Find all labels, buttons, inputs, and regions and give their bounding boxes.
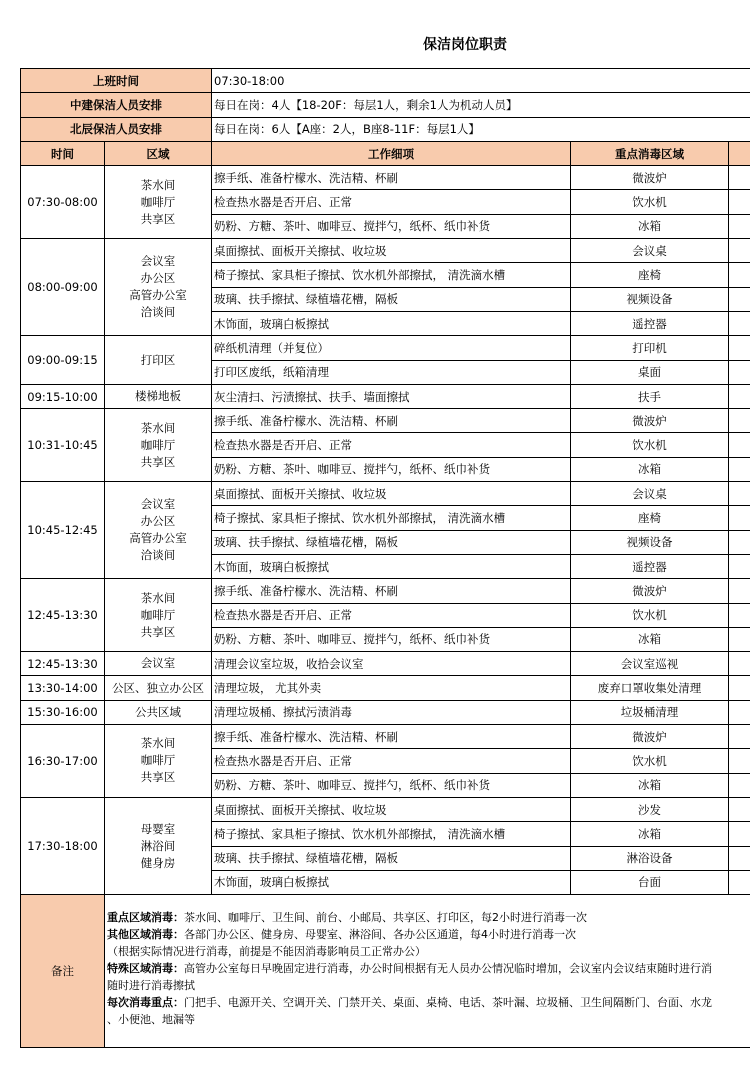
- disinfect-cell: 视频设备: [571, 530, 729, 554]
- schedule-row: [21, 579, 750, 603]
- extra-cell: [729, 627, 750, 651]
- area-cell: [105, 652, 212, 676]
- note-heading: 其他区域消毒：: [107, 928, 184, 942]
- task-cell: 擦手纸、准备柠檬水、洗洁精、杯刷: [212, 409, 571, 433]
- area-name: 会议室: [140, 254, 176, 269]
- disinfect-cell: 台面: [571, 870, 729, 894]
- area-name: 高管办公室: [129, 288, 187, 303]
- note-text: 门把手、电源开关、空调开关、门禁开关、桌面、桌椅、电话、茶叶漏、垃圾桶、卫生间隔断门、台面、水龙: [184, 996, 712, 1010]
- area-name: 共享区: [140, 454, 176, 469]
- column-header-row: [21, 141, 750, 165]
- schedule-row: [21, 409, 750, 433]
- time-cell: 13:30-14:00: [21, 676, 105, 700]
- task-cell: 灰尘清扫、污渍擦拭、扶手、墙面擦拭: [212, 384, 571, 408]
- time-cell: 16:30-17:00: [21, 725, 105, 798]
- extra-cell: [729, 263, 750, 287]
- schedule-row: [21, 700, 750, 724]
- task-cell: 椅子擦拭、家具柜子擦拭、饮水机外部擦拭， 清洗滴水槽: [212, 263, 571, 287]
- area-name: 茶水间: [140, 736, 176, 751]
- task-cell: 奶粉、方糖、茶叶、咖啡豆、搅拌勺，纸杯、纸巾补货: [212, 773, 571, 797]
- extra-cell: [729, 287, 750, 311]
- extra-cell: [729, 579, 750, 603]
- header-disinfect: 重点消毒区域: [571, 141, 729, 165]
- disinfect-cell: 微波炉: [571, 166, 729, 190]
- note-line: [107, 977, 750, 994]
- extra-cell: [729, 822, 750, 846]
- disinfect-cell: 桌面: [571, 360, 729, 384]
- disinfect-cell: 冰箱: [571, 773, 729, 797]
- disinfect-cell: 废弃口罩收集处清理: [571, 676, 729, 700]
- note-line: [107, 960, 750, 977]
- area-name: 楼梯地板: [135, 389, 181, 403]
- extra-cell: [729, 214, 750, 238]
- area-name: 茶水间: [140, 420, 176, 435]
- area-name: 会议室: [140, 656, 176, 671]
- area-cell: [105, 797, 212, 894]
- extra-cell: [729, 190, 750, 214]
- disinfect-cell: 遥控器: [571, 311, 729, 335]
- schedule-row: [21, 166, 750, 190]
- note-text: 各部门办公区、健身房、母婴室、淋浴间、各办公区通道，每4小时进行消毒一次: [184, 928, 576, 942]
- extra-cell: [729, 433, 750, 457]
- task-cell: 清理垃圾桶、擦拭污渍消毒: [212, 700, 571, 724]
- schedule-row: [21, 336, 750, 360]
- notes-content: [105, 895, 750, 1048]
- schedule-row: [21, 797, 750, 821]
- task-cell: 木饰面，玻璃白板擦拭: [212, 311, 571, 335]
- area-cell: [105, 166, 212, 239]
- area-name: 打印区: [140, 352, 176, 367]
- task-cell: 打印区废纸，纸箱清理: [212, 360, 571, 384]
- schedule-row: [21, 652, 750, 676]
- task-cell: 擦手纸、准备柠檬水、洗洁精、杯刷: [212, 725, 571, 749]
- info-value: 07:30-18:00: [212, 69, 750, 93]
- extra-cell: [729, 457, 750, 481]
- area-cell: [105, 676, 212, 700]
- task-cell: 桌面擦拭、面板开关擦拭、收垃圾: [212, 482, 571, 506]
- task-cell: 擦手纸、准备柠檬水、洗洁精、杯刷: [212, 166, 571, 190]
- extra-cell: [729, 166, 750, 190]
- note-line: [107, 909, 750, 926]
- info-value: 每日在岗：6人【A座：2人，B座8-11F：每层1人】: [212, 117, 750, 141]
- time-cell: 07:30-08:00: [21, 166, 105, 239]
- area-name: 共享区: [140, 624, 176, 639]
- time-cell: 15:30-16:00: [21, 700, 105, 724]
- disinfect-cell: 会议室巡视: [571, 652, 729, 676]
- area-name: 洽谈间: [140, 548, 176, 563]
- task-cell: 清理垃圾， 尤其外卖: [212, 676, 571, 700]
- note-line: [107, 926, 750, 943]
- note-line: [107, 1011, 750, 1028]
- time-cell: 08:00-09:00: [21, 239, 105, 336]
- extra-cell: [729, 311, 750, 335]
- disinfect-cell: 冰箱: [571, 822, 729, 846]
- task-cell: 玻璃、扶手擦拭、绿植墙花槽，隔板: [212, 287, 571, 311]
- extra-cell: [729, 384, 750, 408]
- time-cell: 09:15-10:00: [21, 384, 105, 408]
- disinfect-cell: 淋浴设备: [571, 846, 729, 870]
- info-row-hours: [21, 69, 750, 93]
- extra-cell: [729, 870, 750, 894]
- disinfect-cell: 冰箱: [571, 457, 729, 481]
- area-name: 共享区: [140, 770, 176, 785]
- area-name: 健身房: [140, 855, 176, 870]
- area-cell: [105, 725, 212, 798]
- task-cell: 检查热水器是否开启、正常: [212, 603, 571, 627]
- extra-cell: [729, 554, 750, 578]
- schedule-row: [21, 482, 750, 506]
- task-cell: 桌面擦拭、面板开关擦拭、收垃圾: [212, 797, 571, 821]
- area-name: 洽谈间: [140, 305, 176, 320]
- extra-cell: [729, 773, 750, 797]
- task-cell: 清理会议室垃圾，收拾会议室: [212, 652, 571, 676]
- task-cell: 奶粉、方糖、茶叶、咖啡豆、搅拌勺，纸杯、纸巾补货: [212, 457, 571, 481]
- extra-cell: [729, 652, 750, 676]
- page-title: 保洁岗位职责: [423, 37, 507, 53]
- header-time: 时间: [21, 141, 105, 165]
- extra-cell: [729, 482, 750, 506]
- task-cell: 木饰面，玻璃白板擦拭: [212, 870, 571, 894]
- extra-cell: [729, 700, 750, 724]
- task-cell: 木饰面，玻璃白板擦拭: [212, 554, 571, 578]
- notes-label: 备注: [21, 895, 105, 1048]
- extra-cell: [729, 239, 750, 263]
- schedule-row: [21, 676, 750, 700]
- area-cell: [105, 239, 212, 336]
- extra-cell: [729, 409, 750, 433]
- notes-row: [21, 895, 750, 1048]
- info-row-beichen: [21, 117, 750, 141]
- task-cell: 桌面擦拭、面板开关擦拭、收垃圾: [212, 239, 571, 263]
- disinfect-cell: 冰箱: [571, 214, 729, 238]
- area-name: 公共区域: [135, 704, 181, 719]
- area-name: 茶水间: [140, 590, 176, 605]
- area-name: 母婴室: [140, 821, 176, 836]
- extra-cell: [729, 506, 750, 530]
- area-name: 咖啡厅: [140, 437, 176, 452]
- info-label: 中建保洁人员安排: [21, 93, 212, 117]
- extra-cell: [729, 530, 750, 554]
- task-cell: 椅子擦拭、家具柜子擦拭、饮水机外部擦拭， 清洗滴水槽: [212, 506, 571, 530]
- task-cell: 玻璃、扶手擦拭、绿植墙花槽，隔板: [212, 530, 571, 554]
- disinfect-cell: 饮水机: [571, 603, 729, 627]
- note-text: 高管办公室每日早晚固定进行消毒，办公时间根据有无人员办公情况临时增加，会议室内会议结束随时进行消: [184, 962, 712, 976]
- extra-cell: [729, 797, 750, 821]
- header-task: 工作细项: [212, 141, 571, 165]
- area-cell: [105, 409, 212, 482]
- schedule-row: [21, 239, 750, 263]
- note-text: 、小便池、地漏等: [107, 1013, 195, 1027]
- note-heading: 每次消毒重点：: [107, 996, 184, 1010]
- disinfect-cell: 饮水机: [571, 433, 729, 457]
- disinfect-cell: 会议桌: [571, 239, 729, 263]
- area-cell: [105, 336, 212, 385]
- info-label: 上班时间: [21, 69, 212, 93]
- area-name: 茶水间: [140, 177, 176, 192]
- disinfect-cell: 微波炉: [571, 579, 729, 603]
- duty-table: [20, 68, 750, 1048]
- area-name: 咖啡厅: [140, 194, 176, 209]
- disinfect-cell: 视频设备: [571, 287, 729, 311]
- area-name: 会议室: [140, 497, 176, 512]
- disinfect-cell: 饮水机: [571, 749, 729, 773]
- area-cell: [105, 700, 212, 724]
- time-cell: 17:30-18:00: [21, 797, 105, 894]
- task-cell: 奶粉、方糖、茶叶、咖啡豆、搅拌勺，纸杯、纸巾补货: [212, 627, 571, 651]
- area-name: 淋浴间: [140, 838, 176, 853]
- area-name: 公区、独立办公区: [112, 680, 204, 695]
- task-cell: 椅子擦拭、家具柜子擦拭、饮水机外部擦拭， 清洗滴水槽: [212, 822, 571, 846]
- task-cell: 检查热水器是否开启、正常: [212, 433, 571, 457]
- note-line: [107, 994, 750, 1011]
- disinfect-cell: 沙发: [571, 797, 729, 821]
- disinfect-cell: 会议桌: [571, 482, 729, 506]
- note-heading: 重点区域消毒：: [107, 911, 184, 925]
- schedule-row: [21, 725, 750, 749]
- duty-table-body: [21, 69, 750, 1048]
- disinfect-cell: 垃圾桶清理: [571, 700, 729, 724]
- time-cell: 10:45-12:45: [21, 482, 105, 579]
- area-name: 办公区: [140, 271, 176, 286]
- disinfect-cell: 座椅: [571, 263, 729, 287]
- note-text: 随时进行消毒擦拭: [107, 979, 195, 993]
- area-name: 高管办公室: [129, 531, 187, 546]
- time-cell: 12:45-13:30: [21, 579, 105, 652]
- disinfect-cell: 打印机: [571, 336, 729, 360]
- note-text: （根据实际情况进行消毒，前提是不能因消毒影响员工正常办公）: [107, 945, 426, 959]
- disinfect-cell: 座椅: [571, 506, 729, 530]
- disinfect-cell: 饮水机: [571, 190, 729, 214]
- area-cell: [105, 384, 212, 408]
- extra-cell: [729, 846, 750, 870]
- header-extra: [729, 141, 750, 165]
- disinfect-cell: 微波炉: [571, 725, 729, 749]
- disinfect-cell: 微波炉: [571, 409, 729, 433]
- task-cell: 碎纸机清理（并复位）: [212, 336, 571, 360]
- schedule-row: [21, 384, 750, 408]
- task-cell: 奶粉、方糖、茶叶、咖啡豆、搅拌勺，纸杯、纸巾补货: [212, 214, 571, 238]
- time-cell: 10:31-10:45: [21, 409, 105, 482]
- note-heading: 特殊区域消毒：: [107, 962, 184, 976]
- area-name: 共享区: [140, 211, 176, 226]
- extra-cell: [729, 725, 750, 749]
- task-cell: 玻璃、扶手擦拭、绿植墙花槽，隔板: [212, 846, 571, 870]
- extra-cell: [729, 676, 750, 700]
- task-cell: 检查热水器是否开启、正常: [212, 190, 571, 214]
- info-value: 每日在岗：4人【18-20F：每层1人，剩余1人为机动人员】: [212, 93, 750, 117]
- area-name: 咖啡厅: [140, 607, 176, 622]
- info-label: 北辰保洁人员安排: [21, 117, 212, 141]
- info-row-zhongjian: [21, 93, 750, 117]
- extra-cell: [729, 749, 750, 773]
- extra-cell: [729, 603, 750, 627]
- area-name: 办公区: [140, 514, 176, 529]
- time-cell: 12:45-13:30: [21, 652, 105, 676]
- disinfect-cell: 遥控器: [571, 554, 729, 578]
- task-cell: 擦手纸、准备柠檬水、洗洁精、杯刷: [212, 579, 571, 603]
- note-line: [107, 943, 750, 960]
- area-cell: [105, 579, 212, 652]
- note-text: 茶水间、咖啡厅、卫生间、前台、小邮局、共享区、打印区，每2小时进行消毒一次: [184, 911, 587, 925]
- extra-cell: [729, 360, 750, 384]
- disinfect-cell: 扶手: [571, 384, 729, 408]
- task-cell: 检查热水器是否开启、正常: [212, 749, 571, 773]
- extra-cell: [729, 336, 750, 360]
- time-cell: 09:00-09:15: [21, 336, 105, 385]
- header-area: 区域: [105, 141, 212, 165]
- area-cell: [105, 482, 212, 579]
- disinfect-cell: 冰箱: [571, 627, 729, 651]
- area-name: 咖啡厅: [140, 753, 176, 768]
